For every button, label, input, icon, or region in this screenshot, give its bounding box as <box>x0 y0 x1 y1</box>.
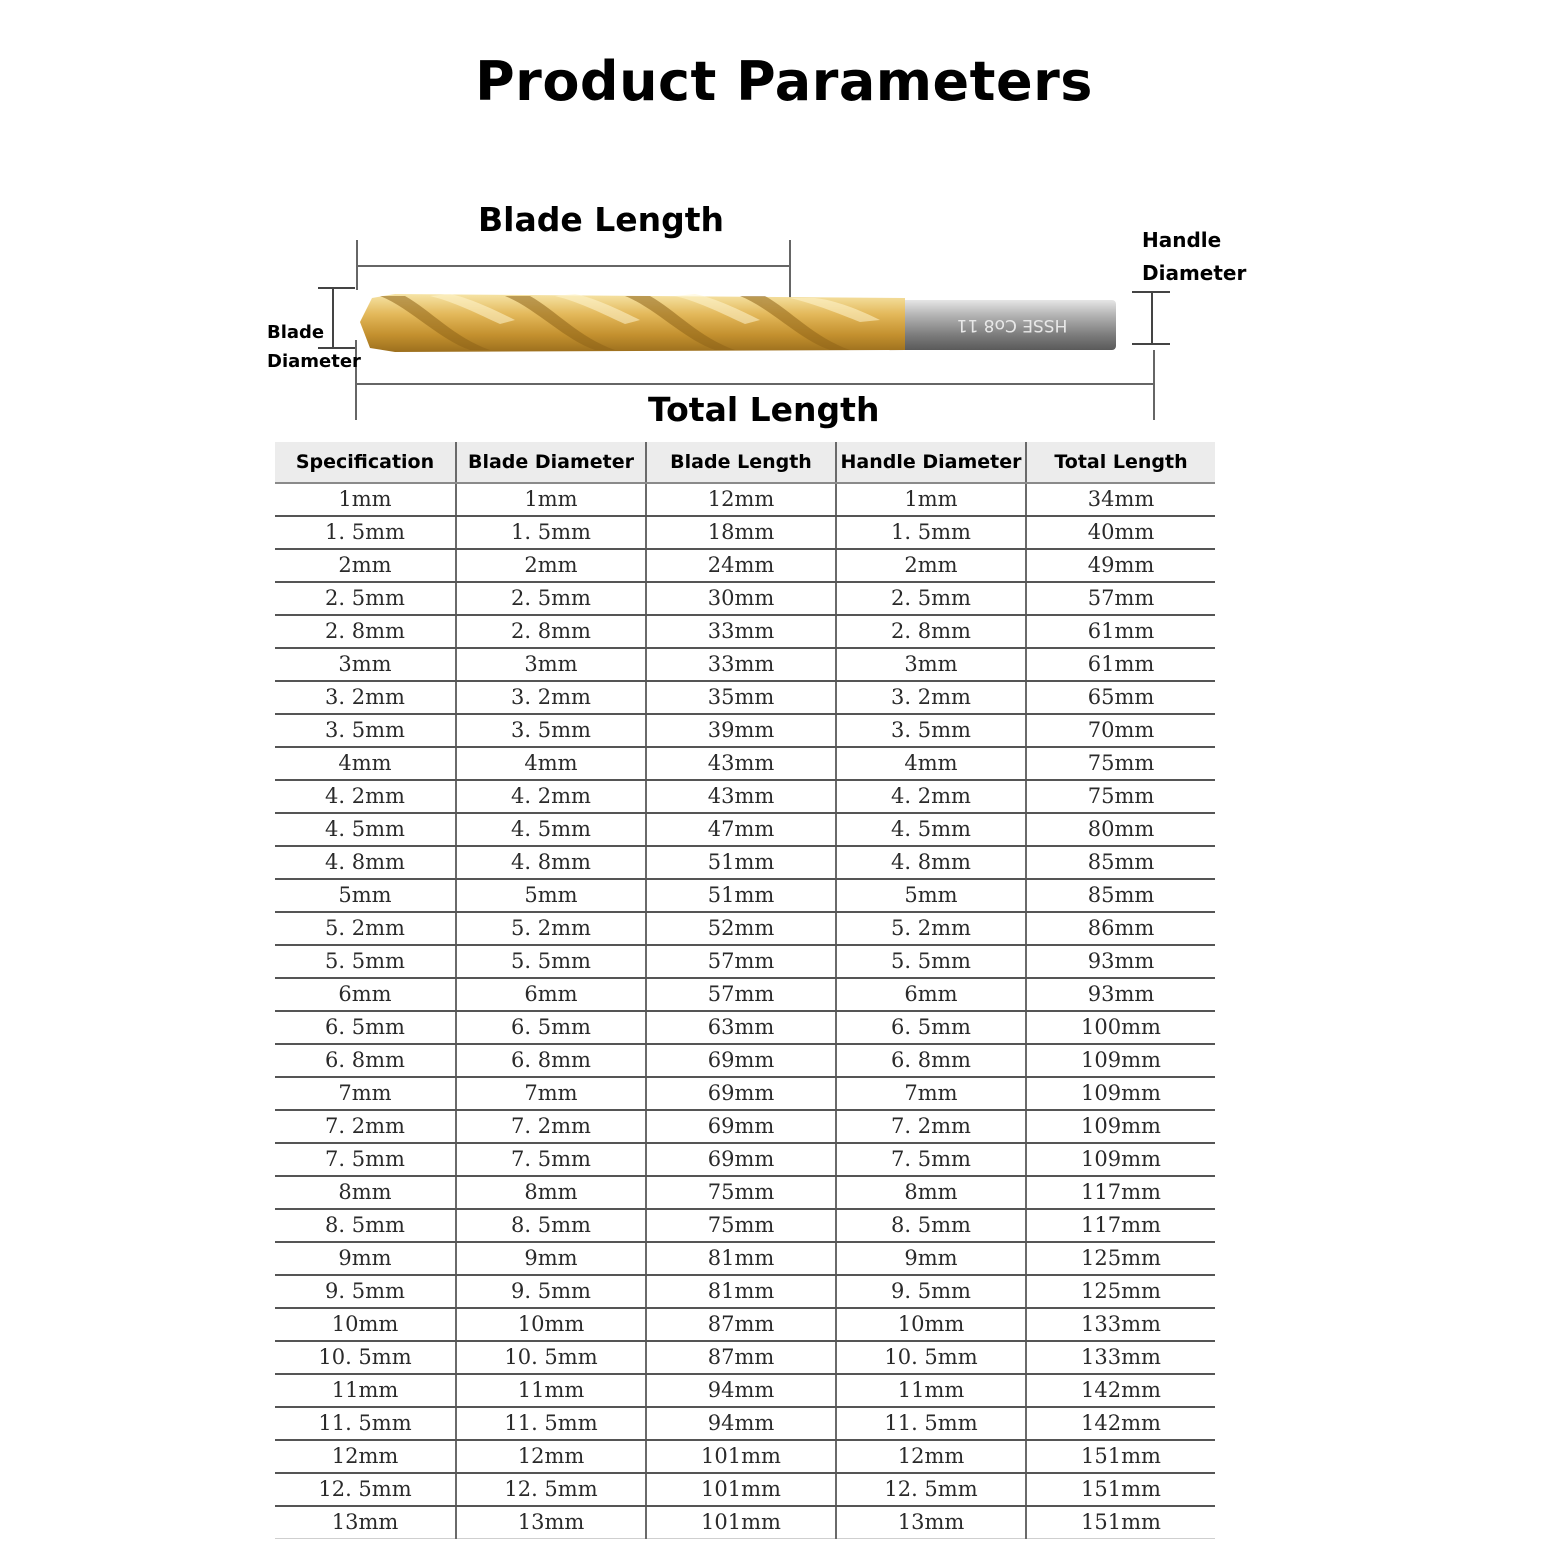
table-cell: 7. 2mm <box>275 1110 456 1143</box>
table-cell: 43mm <box>646 780 836 813</box>
handle-diameter-label <box>1142 224 1246 290</box>
table-cell: 5mm <box>456 879 646 912</box>
table-row <box>275 1374 1215 1407</box>
table-row <box>275 1176 1215 1209</box>
table-row <box>275 1110 1215 1143</box>
table-cell: 12. 5mm <box>456 1473 646 1506</box>
table-cell: 12. 5mm <box>275 1473 456 1506</box>
table-cell: 7. 2mm <box>836 1110 1026 1143</box>
table-cell: 5. 2mm <box>275 912 456 945</box>
table-cell: 9mm <box>836 1242 1026 1275</box>
table-cell: 51mm <box>646 879 836 912</box>
table-row <box>275 1506 1215 1539</box>
table-cell: 35mm <box>646 681 836 714</box>
shank-engraving: HSSE Co8 11 <box>956 315 1068 335</box>
table-row <box>275 1011 1215 1044</box>
blade-diameter-label-line1: Blade <box>267 322 325 343</box>
table-cell: 69mm <box>646 1044 836 1077</box>
table-cell: 6. 5mm <box>275 1011 456 1044</box>
table-row <box>275 1077 1215 1110</box>
table-cell: 6. 8mm <box>836 1044 1026 1077</box>
table-cell: 125mm <box>1026 1242 1215 1275</box>
table-row <box>275 1275 1215 1308</box>
table-cell: 80mm <box>1026 813 1215 846</box>
table-cell: 12mm <box>456 1440 646 1473</box>
table-row <box>275 1341 1215 1374</box>
table-cell: 94mm <box>646 1374 836 1407</box>
table-cell: 57mm <box>646 978 836 1011</box>
table-cell: 8mm <box>836 1176 1026 1209</box>
table-cell: 109mm <box>1026 1044 1215 1077</box>
table-cell: 2mm <box>275 549 456 582</box>
table-cell: 13mm <box>275 1506 456 1539</box>
table-cell: 9mm <box>456 1242 646 1275</box>
table-cell: 6mm <box>456 978 646 1011</box>
table-cell: 8. 5mm <box>275 1209 456 1242</box>
table-cell: 69mm <box>646 1110 836 1143</box>
blade-diameter-label-line2: Diameter <box>267 351 361 372</box>
table-cell: 4. 5mm <box>456 813 646 846</box>
table-cell: 6. 8mm <box>456 1044 646 1077</box>
table-cell: 85mm <box>1026 846 1215 879</box>
table-cell: 11. 5mm <box>275 1407 456 1440</box>
table-cell: 151mm <box>1026 1473 1215 1506</box>
table-cell: 33mm <box>646 615 836 648</box>
table-row <box>275 1407 1215 1440</box>
table-row <box>275 1473 1215 1506</box>
table-row <box>275 549 1215 582</box>
table-cell: 10mm <box>836 1308 1026 1341</box>
table-cell: 93mm <box>1026 945 1215 978</box>
table-cell: 142mm <box>1026 1374 1215 1407</box>
table-cell: 81mm <box>646 1242 836 1275</box>
table-cell: 4. 5mm <box>836 813 1026 846</box>
table-cell: 93mm <box>1026 978 1215 1011</box>
table-cell: 125mm <box>1026 1275 1215 1308</box>
table-cell: 1. 5mm <box>275 516 456 549</box>
table-cell: 4. 5mm <box>275 813 456 846</box>
table-cell: 5. 2mm <box>836 912 1026 945</box>
table-cell: 43mm <box>646 747 836 780</box>
table-cell: 7mm <box>836 1077 1026 1110</box>
table-cell: 2. 5mm <box>275 582 456 615</box>
table-cell: 75mm <box>1026 780 1215 813</box>
table-row <box>275 1209 1215 1242</box>
table-cell: 2. 5mm <box>836 582 1026 615</box>
table-cell: 3mm <box>456 648 646 681</box>
blade-diameter-label <box>267 318 361 376</box>
header-blade-diameter: Blade Diameter <box>456 442 646 483</box>
table-row <box>275 648 1215 681</box>
table-cell: 2. 8mm <box>275 615 456 648</box>
table-cell: 94mm <box>646 1407 836 1440</box>
table-cell: 6mm <box>836 978 1026 1011</box>
table-row <box>275 516 1215 549</box>
table-cell: 2. 8mm <box>836 615 1026 648</box>
table-cell: 117mm <box>1026 1176 1215 1209</box>
table-cell: 75mm <box>646 1209 836 1242</box>
table-cell: 100mm <box>1026 1011 1215 1044</box>
table-cell: 24mm <box>646 549 836 582</box>
table-cell: 87mm <box>646 1341 836 1374</box>
table-row <box>275 1308 1215 1341</box>
table-cell: 7mm <box>456 1077 646 1110</box>
table-cell: 8mm <box>275 1176 456 1209</box>
total-length-label: Total Length <box>648 390 880 429</box>
table-cell: 65mm <box>1026 681 1215 714</box>
table-cell: 101mm <box>646 1506 836 1539</box>
table-cell: 3. 5mm <box>275 714 456 747</box>
table-cell: 18mm <box>646 516 836 549</box>
table-cell: 52mm <box>646 912 836 945</box>
table-row <box>275 681 1215 714</box>
table-cell: 30mm <box>646 582 836 615</box>
table-cell: 1mm <box>836 483 1026 516</box>
table-cell: 6. 8mm <box>275 1044 456 1077</box>
table-row <box>275 846 1215 879</box>
table-cell: 69mm <box>646 1077 836 1110</box>
table-cell: 8. 5mm <box>836 1209 1026 1242</box>
table-row <box>275 945 1215 978</box>
table-cell: 6. 5mm <box>836 1011 1026 1044</box>
table-cell: 117mm <box>1026 1209 1215 1242</box>
table-cell: 3. 2mm <box>275 681 456 714</box>
table-cell: 1. 5mm <box>836 516 1026 549</box>
handle-diameter-dimension <box>1132 292 1170 344</box>
table-cell: 4mm <box>275 747 456 780</box>
handle-diameter-label-line1: Handle <box>1142 228 1222 252</box>
table-cell: 6mm <box>275 978 456 1011</box>
table-cell: 81mm <box>646 1275 836 1308</box>
table-cell: 75mm <box>1026 747 1215 780</box>
table-row <box>275 879 1215 912</box>
table-cell: 9. 5mm <box>836 1275 1026 1308</box>
table-row <box>275 978 1215 1011</box>
table-cell: 7. 5mm <box>275 1143 456 1176</box>
table-cell: 109mm <box>1026 1077 1215 1110</box>
table-cell: 2. 8mm <box>456 615 646 648</box>
table-cell: 4. 8mm <box>456 846 646 879</box>
table-cell: 10. 5mm <box>456 1341 646 1374</box>
table-cell: 5mm <box>836 879 1026 912</box>
table-cell: 4. 2mm <box>836 780 1026 813</box>
table-cell: 1. 5mm <box>456 516 646 549</box>
table-cell: 12mm <box>646 483 836 516</box>
table-cell: 13mm <box>456 1506 646 1539</box>
table-cell: 3mm <box>275 648 456 681</box>
table-cell: 34mm <box>1026 483 1215 516</box>
table-cell: 109mm <box>1026 1143 1215 1176</box>
table-cell: 6. 5mm <box>456 1011 646 1044</box>
table-cell: 7. 5mm <box>456 1143 646 1176</box>
header-total-length: Total Length <box>1026 442 1215 483</box>
table-cell: 3. 5mm <box>836 714 1026 747</box>
parameters-table <box>275 442 1215 1539</box>
table-cell: 69mm <box>646 1143 836 1176</box>
table-cell: 57mm <box>646 945 836 978</box>
table-cell: 8. 5mm <box>456 1209 646 1242</box>
table-cell: 9. 5mm <box>456 1275 646 1308</box>
table-row <box>275 1044 1215 1077</box>
table-cell: 7. 2mm <box>456 1110 646 1143</box>
header-blade-length: Blade Length <box>646 442 836 483</box>
table-cell: 109mm <box>1026 1110 1215 1143</box>
table-cell: 10. 5mm <box>275 1341 456 1374</box>
table-cell: 4. 8mm <box>275 846 456 879</box>
table-cell: 2. 5mm <box>456 582 646 615</box>
table-cell: 3. 5mm <box>456 714 646 747</box>
table-cell: 47mm <box>646 813 836 846</box>
table-cell: 133mm <box>1026 1341 1215 1374</box>
table-cell: 7mm <box>275 1077 456 1110</box>
table-cell: 49mm <box>1026 549 1215 582</box>
table-cell: 11mm <box>836 1374 1026 1407</box>
table-header-row <box>275 442 1215 483</box>
table-row <box>275 1242 1215 1275</box>
table-cell: 101mm <box>646 1440 836 1473</box>
table-cell: 9mm <box>275 1242 456 1275</box>
table-cell: 12. 5mm <box>836 1473 1026 1506</box>
table-cell: 40mm <box>1026 516 1215 549</box>
table-cell: 85mm <box>1026 879 1215 912</box>
table-row <box>275 582 1215 615</box>
table-cell: 2mm <box>836 549 1026 582</box>
table-cell: 151mm <box>1026 1440 1215 1473</box>
table-cell: 5. 5mm <box>836 945 1026 978</box>
drill-bit-diagram <box>0 190 1568 440</box>
table-cell: 75mm <box>646 1176 836 1209</box>
table-cell: 101mm <box>646 1473 836 1506</box>
table-cell: 61mm <box>1026 615 1215 648</box>
table-cell: 5. 2mm <box>456 912 646 945</box>
table-cell: 51mm <box>646 846 836 879</box>
table-cell: 13mm <box>836 1506 1026 1539</box>
table-cell: 70mm <box>1026 714 1215 747</box>
table-row <box>275 1440 1215 1473</box>
table-cell: 3mm <box>836 648 1026 681</box>
table-body <box>275 483 1215 1539</box>
table-row <box>275 747 1215 780</box>
table-cell: 9. 5mm <box>275 1275 456 1308</box>
table-cell: 5. 5mm <box>275 945 456 978</box>
table-row <box>275 615 1215 648</box>
table-cell: 1mm <box>456 483 646 516</box>
table-row <box>275 1143 1215 1176</box>
table-cell: 61mm <box>1026 648 1215 681</box>
table-cell: 86mm <box>1026 912 1215 945</box>
table-cell: 133mm <box>1026 1308 1215 1341</box>
table-cell: 33mm <box>646 648 836 681</box>
table-cell: 57mm <box>1026 582 1215 615</box>
table-cell: 8mm <box>456 1176 646 1209</box>
table-cell: 4mm <box>836 747 1026 780</box>
table-cell: 11. 5mm <box>456 1407 646 1440</box>
blade-length-dimension <box>357 240 790 298</box>
table-row <box>275 780 1215 813</box>
table-cell: 4. 8mm <box>836 846 1026 879</box>
table-cell: 4. 2mm <box>275 780 456 813</box>
table-row <box>275 912 1215 945</box>
table-cell: 10mm <box>456 1308 646 1341</box>
table-cell: 4. 2mm <box>456 780 646 813</box>
table-cell: 12mm <box>275 1440 456 1473</box>
blade-length-label: Blade Length <box>478 200 725 239</box>
table-cell: 4mm <box>456 747 646 780</box>
table-cell: 2mm <box>456 549 646 582</box>
table-row <box>275 483 1215 516</box>
table-cell: 10. 5mm <box>836 1341 1026 1374</box>
table-cell: 3. 2mm <box>456 681 646 714</box>
table-cell: 63mm <box>646 1011 836 1044</box>
table-cell: 5. 5mm <box>456 945 646 978</box>
table-cell: 5mm <box>275 879 456 912</box>
table-cell: 11. 5mm <box>836 1407 1026 1440</box>
table-cell: 10mm <box>275 1308 456 1341</box>
table-cell: 3. 2mm <box>836 681 1026 714</box>
table-cell: 87mm <box>646 1308 836 1341</box>
table-cell: 11mm <box>456 1374 646 1407</box>
page-title: Product Parameters <box>475 50 1093 113</box>
table-cell: 12mm <box>836 1440 1026 1473</box>
table-cell: 1mm <box>275 483 456 516</box>
table-cell: 7. 5mm <box>836 1143 1026 1176</box>
table-cell: 11mm <box>275 1374 456 1407</box>
table-row <box>275 714 1215 747</box>
header-handle-diameter: Handle Diameter <box>836 442 1026 483</box>
table-cell: 39mm <box>646 714 836 747</box>
table-cell: 151mm <box>1026 1506 1215 1539</box>
handle-diameter-label-line2: Diameter <box>1142 261 1247 285</box>
table-cell: 142mm <box>1026 1407 1215 1440</box>
table-row <box>275 813 1215 846</box>
header-specification: Specification <box>275 442 456 483</box>
